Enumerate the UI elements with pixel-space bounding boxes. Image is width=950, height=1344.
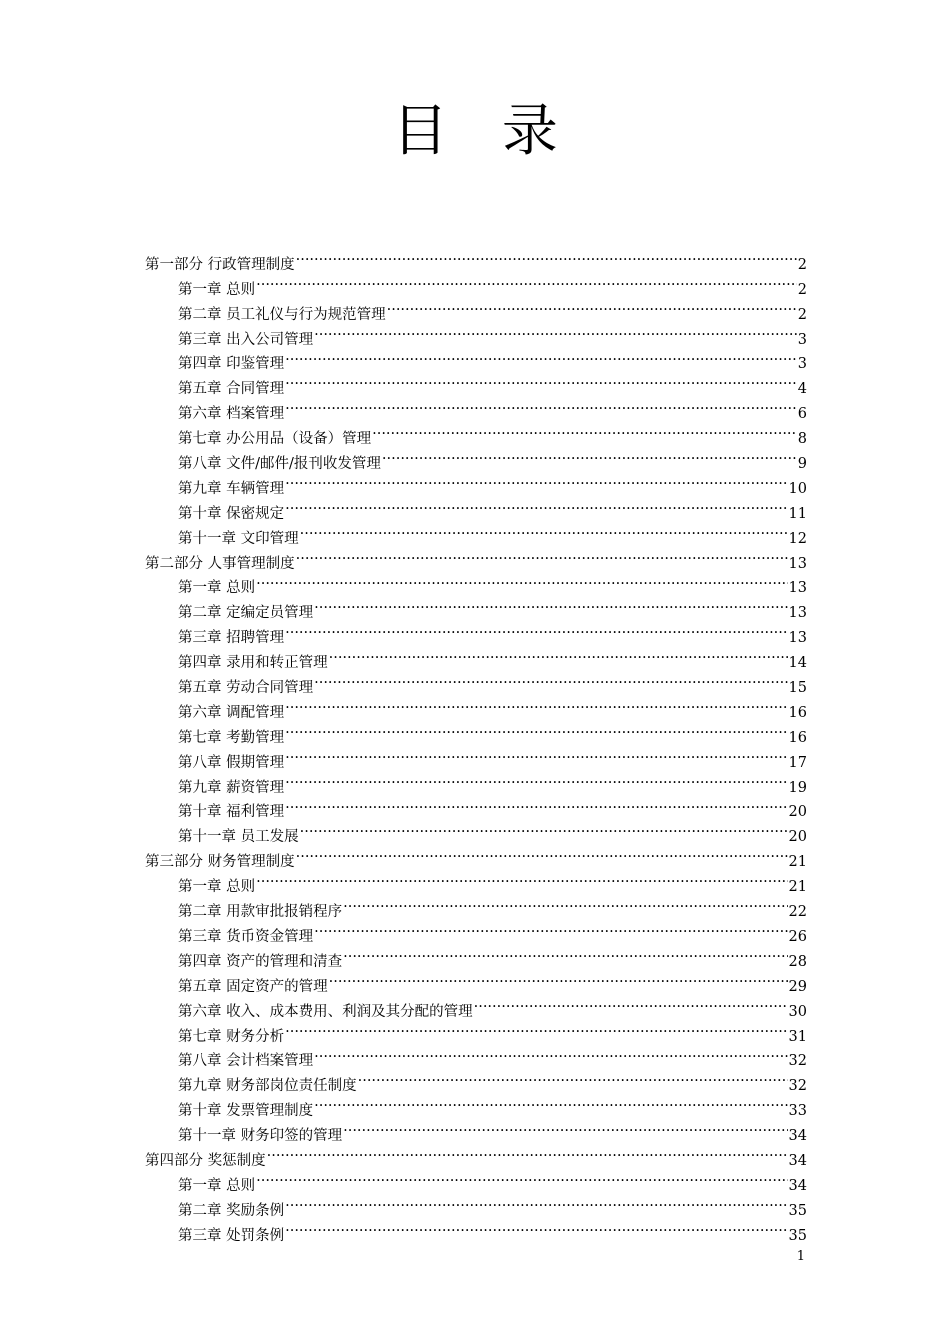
toc-entry[interactable]	[145, 244, 807, 273]
toc-entry-title: 第九章 车辆管理	[178, 480, 285, 497]
dot-leader	[343, 941, 787, 966]
toc-entry-page: 30	[788, 1003, 807, 1020]
toc-entry-title: 第四章 资产的管理和清查	[178, 953, 343, 970]
toc-entry-page: 19	[788, 779, 807, 796]
toc-entry-title: 第十一章 财务印签的管理	[178, 1128, 343, 1145]
dot-leader	[285, 692, 787, 717]
dot-leader	[285, 767, 787, 792]
toc-entry-title: 第十章 福利管理	[178, 804, 285, 821]
toc-entry-title: 第五章 合同管理	[178, 381, 285, 398]
dot-leader	[382, 443, 797, 468]
dot-leader	[387, 294, 797, 319]
toc-entry-title: 第四章 录用和转正管理	[178, 655, 328, 672]
toc-entry-title: 第二部分 人事管理制度	[145, 555, 295, 572]
toc-entry-title: 第一章 总则	[178, 281, 256, 298]
toc-entry-title: 第十一章 文印管理	[178, 530, 299, 547]
dot-leader	[256, 1165, 787, 1190]
dot-leader	[314, 667, 787, 692]
toc-entry-title: 第二章 员工礼仪与行为规范管理	[178, 306, 386, 323]
toc-entry-page: 10	[788, 480, 807, 497]
toc-entry-title: 第三章 出入公司管理	[178, 331, 314, 348]
toc-entry-page: 31	[788, 1028, 807, 1045]
toc-entry-page: 6	[797, 406, 807, 423]
dot-leader	[285, 393, 797, 418]
toc-entry-page: 21	[788, 879, 807, 896]
toc-entry-page: 34	[788, 1128, 807, 1145]
dot-leader	[267, 1140, 788, 1165]
toc-entry-page: 9	[797, 456, 807, 473]
dot-leader	[285, 1190, 787, 1215]
toc-entry-page: 13	[788, 605, 807, 622]
toc-entry-page: 21	[788, 854, 807, 871]
toc-entry-title: 第一章 总则	[178, 1177, 256, 1194]
toc-entry-page: 13	[788, 630, 807, 647]
toc-entry-title: 第一部分 行政管理制度	[145, 256, 295, 273]
toc-entry-page: 15	[788, 680, 807, 697]
toc-entry-title: 第三部分 财务管理制度	[145, 854, 295, 871]
toc-entry-page: 20	[788, 829, 807, 846]
toc-entry-title: 第三章 货币资金管理	[178, 928, 314, 945]
dot-leader	[343, 891, 787, 916]
dot-leader	[372, 418, 797, 443]
toc-entry-page: 29	[788, 978, 807, 995]
toc-entry-page: 14	[788, 655, 807, 672]
page-title: 目 录	[392, 99, 576, 164]
toc-entry-page: 16	[788, 704, 807, 721]
toc-entry-page: 3	[797, 331, 807, 348]
toc-entry-page: 28	[788, 953, 807, 970]
dot-leader	[285, 717, 787, 742]
toc-entry-page: 3	[797, 356, 807, 373]
dot-leader	[314, 916, 787, 941]
dot-leader	[474, 991, 788, 1016]
toc-entry-page: 34	[788, 1177, 807, 1194]
dot-leader	[329, 642, 788, 667]
toc-entry-page: 2	[797, 256, 807, 273]
toc-entry-title: 第九章 薪资管理	[178, 779, 285, 796]
dot-leader	[296, 244, 797, 269]
toc-entry-title: 第三章 招聘管理	[178, 630, 285, 647]
table-of-contents	[145, 244, 807, 1244]
dot-leader	[314, 1041, 787, 1066]
toc-entry-title: 第二章 用款审批报销程序	[178, 904, 343, 921]
toc-entry-title: 第一章 总则	[178, 879, 256, 896]
dot-leader	[314, 592, 787, 617]
toc-entry-page: 2	[797, 281, 807, 298]
toc-entry-title: 第五章 劳动合同管理	[178, 680, 314, 697]
toc-entry-page: 34	[788, 1152, 807, 1169]
dot-leader	[285, 792, 787, 817]
dot-leader	[296, 543, 788, 568]
toc-entry-title: 第一章 总则	[178, 580, 256, 597]
toc-entry-title: 第八章 会计档案管理	[178, 1053, 314, 1070]
toc-entry-page: 13	[788, 555, 807, 572]
toc-entry-page: 4	[797, 381, 807, 398]
toc-entry-page: 16	[788, 729, 807, 746]
toc-entry-title: 第四部分 奖惩制度	[145, 1152, 266, 1169]
toc-entry-page: 2	[797, 306, 807, 323]
toc-entry-title: 第十章 发票管理制度	[178, 1103, 314, 1120]
dot-leader	[329, 966, 788, 991]
dot-leader	[285, 493, 787, 518]
toc-entry-title: 第十章 保密规定	[178, 505, 285, 522]
toc-entry-page: 32	[788, 1053, 807, 1070]
dot-leader	[314, 319, 797, 344]
dot-leader	[300, 816, 788, 841]
toc-entry-title: 第六章 调配管理	[178, 704, 285, 721]
dot-leader	[285, 1215, 787, 1240]
toc-entry-page: 35	[788, 1227, 807, 1244]
dot-leader	[285, 344, 797, 369]
toc-entry-title: 第八章 假期管理	[178, 754, 285, 771]
toc-entry-title: 第七章 考勤管理	[178, 729, 285, 746]
toc-entry-title: 第七章 办公用品（设备）管理	[178, 431, 372, 448]
dot-leader	[256, 269, 797, 294]
dot-leader	[285, 742, 787, 767]
toc-entry-title: 第二章 奖励条例	[178, 1202, 285, 1219]
toc-entry-page: 20	[788, 804, 807, 821]
toc-entry-title: 第五章 固定资产的管理	[178, 978, 328, 995]
dot-leader	[358, 1065, 788, 1090]
toc-entry-page: 17	[788, 754, 807, 771]
page-number: 1	[796, 1249, 805, 1264]
toc-entry-title: 第八章 文件/邮件/报刊收发管理	[178, 456, 381, 473]
toc-entry-title: 第七章 财务分析	[178, 1028, 285, 1045]
toc-entry-title: 第十一章 员工发展	[178, 829, 299, 846]
toc-entry-title: 第六章 收入、成本费用、利润及其分配的管理	[178, 1003, 473, 1020]
dot-leader	[285, 368, 797, 393]
toc-entry-page: 22	[788, 904, 807, 921]
dot-leader	[285, 617, 787, 642]
dot-leader	[343, 1115, 787, 1140]
toc-entry-title: 第六章 档案管理	[178, 406, 285, 423]
dot-leader	[285, 1016, 787, 1041]
dot-leader	[256, 568, 787, 593]
toc-entry-title: 第四章 印鉴管理	[178, 356, 285, 373]
toc-entry-page: 13	[788, 580, 807, 597]
dot-leader	[296, 841, 788, 866]
toc-entry-page: 26	[788, 928, 807, 945]
dot-leader	[314, 1090, 787, 1115]
toc-entry-page: 32	[788, 1078, 807, 1095]
dot-leader	[256, 866, 787, 891]
dot-leader	[300, 518, 788, 543]
toc-entry-page: 8	[797, 431, 807, 448]
toc-entry-page: 33	[788, 1103, 807, 1120]
toc-entry-page: 11	[788, 505, 807, 522]
dot-leader	[285, 468, 787, 493]
toc-entry-page: 35	[788, 1202, 807, 1219]
toc-entry-title: 第九章 财务部岗位责任制度	[178, 1078, 357, 1095]
toc-entry-title: 第二章 定编定员管理	[178, 605, 314, 622]
toc-entry-title: 第三章 处罚条例	[178, 1227, 285, 1244]
toc-entry-page: 12	[788, 530, 807, 547]
